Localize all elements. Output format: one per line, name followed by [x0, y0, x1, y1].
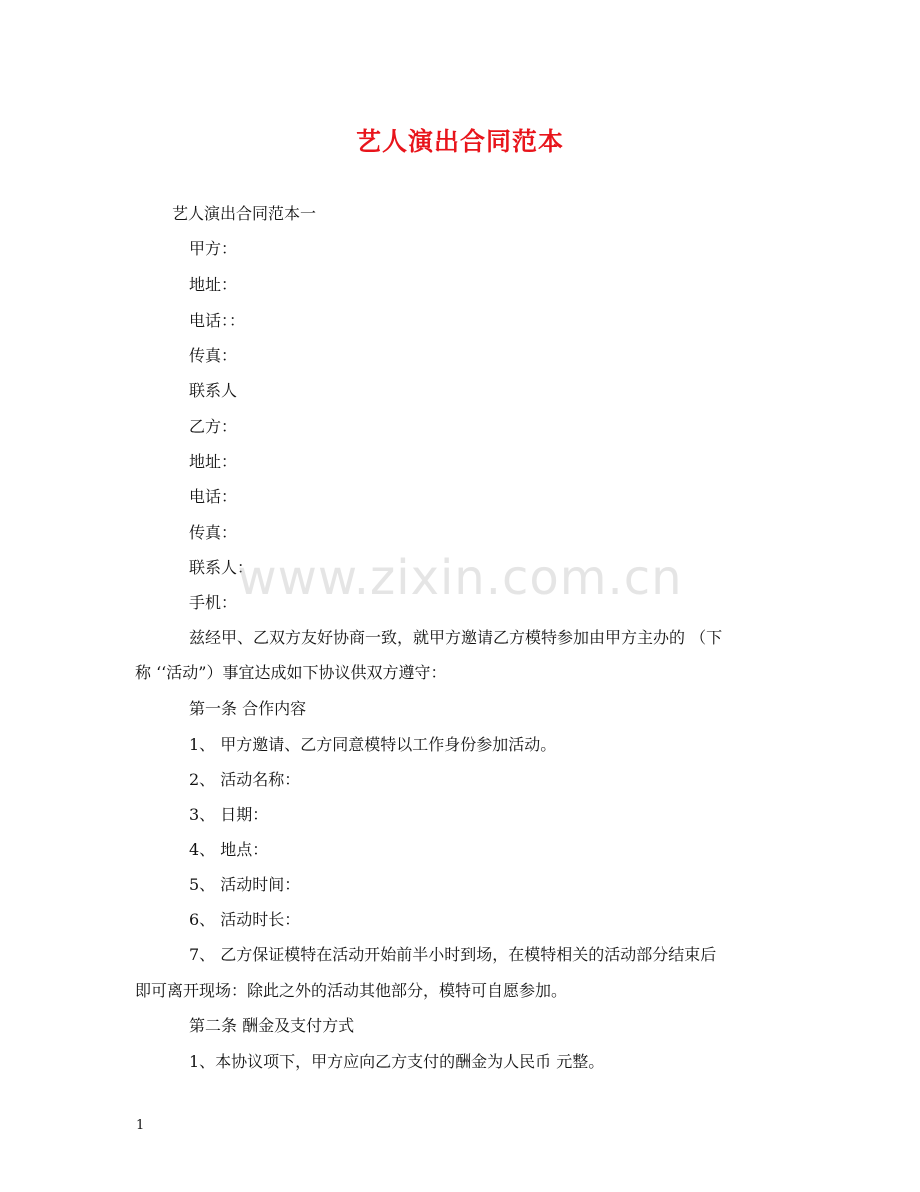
article2-item: 1、本协议项下，甲方应向乙方支付的酬金为人民币 元整。: [189, 1052, 605, 1071]
party-a-contact: 联系人: [189, 381, 238, 400]
party-a-phone: 电话：：: [189, 311, 246, 330]
watermark: www.zixin.com.cn: [237, 550, 683, 606]
article1-item: 7、 乙方保证模特在活动开始前半小时到场，在模特相关的活动部分结束后: [189, 945, 717, 964]
party-a-fax: 传真：: [189, 346, 238, 365]
article2-heading: 第二条 酬金及支付方式: [189, 1016, 355, 1035]
article1-item: 2、 活动名称：: [189, 770, 301, 789]
document-title: 艺人演出合同范本: [355, 127, 564, 156]
party-b-address: 地址：: [189, 452, 238, 471]
party-a-address: 地址：: [189, 275, 238, 294]
party-b-label: 乙方：: [189, 417, 238, 436]
article1-item: 6、 活动时长：: [189, 910, 301, 929]
party-b-mobile: 手机：: [189, 593, 238, 612]
article1-item-continuation: 即可离开现场：除此之外的活动其他部分，模特可自愿参加。: [135, 981, 568, 1000]
page-number: 1: [136, 1118, 145, 1133]
article1-item: 1、 甲方邀请、乙方同意模特以工作身份参加活动。: [189, 735, 557, 754]
party-a-label: 甲方：: [189, 239, 238, 258]
article1-item: 3、 日期：: [189, 805, 269, 824]
party-b-contact: 联系人：: [189, 558, 254, 577]
party-b-phone: 电话：: [189, 487, 238, 506]
intro-paragraph-line: 兹经甲、乙双方友好协商一致，就甲方邀请乙方模特参加由甲方主办的 （下: [189, 628, 723, 647]
article1-item: 4、 地点：: [189, 840, 269, 859]
article1-item: 5、 活动时间：: [189, 875, 301, 894]
intro-paragraph-line: 称 ‘‘活动”）事宜达成如下协议供双方遵守：: [135, 663, 447, 682]
article1-heading: 第一条 合作内容: [189, 699, 307, 718]
party-b-fax: 传真：: [189, 523, 238, 542]
document-subtitle: 艺人演出合同范本一: [172, 204, 317, 223]
